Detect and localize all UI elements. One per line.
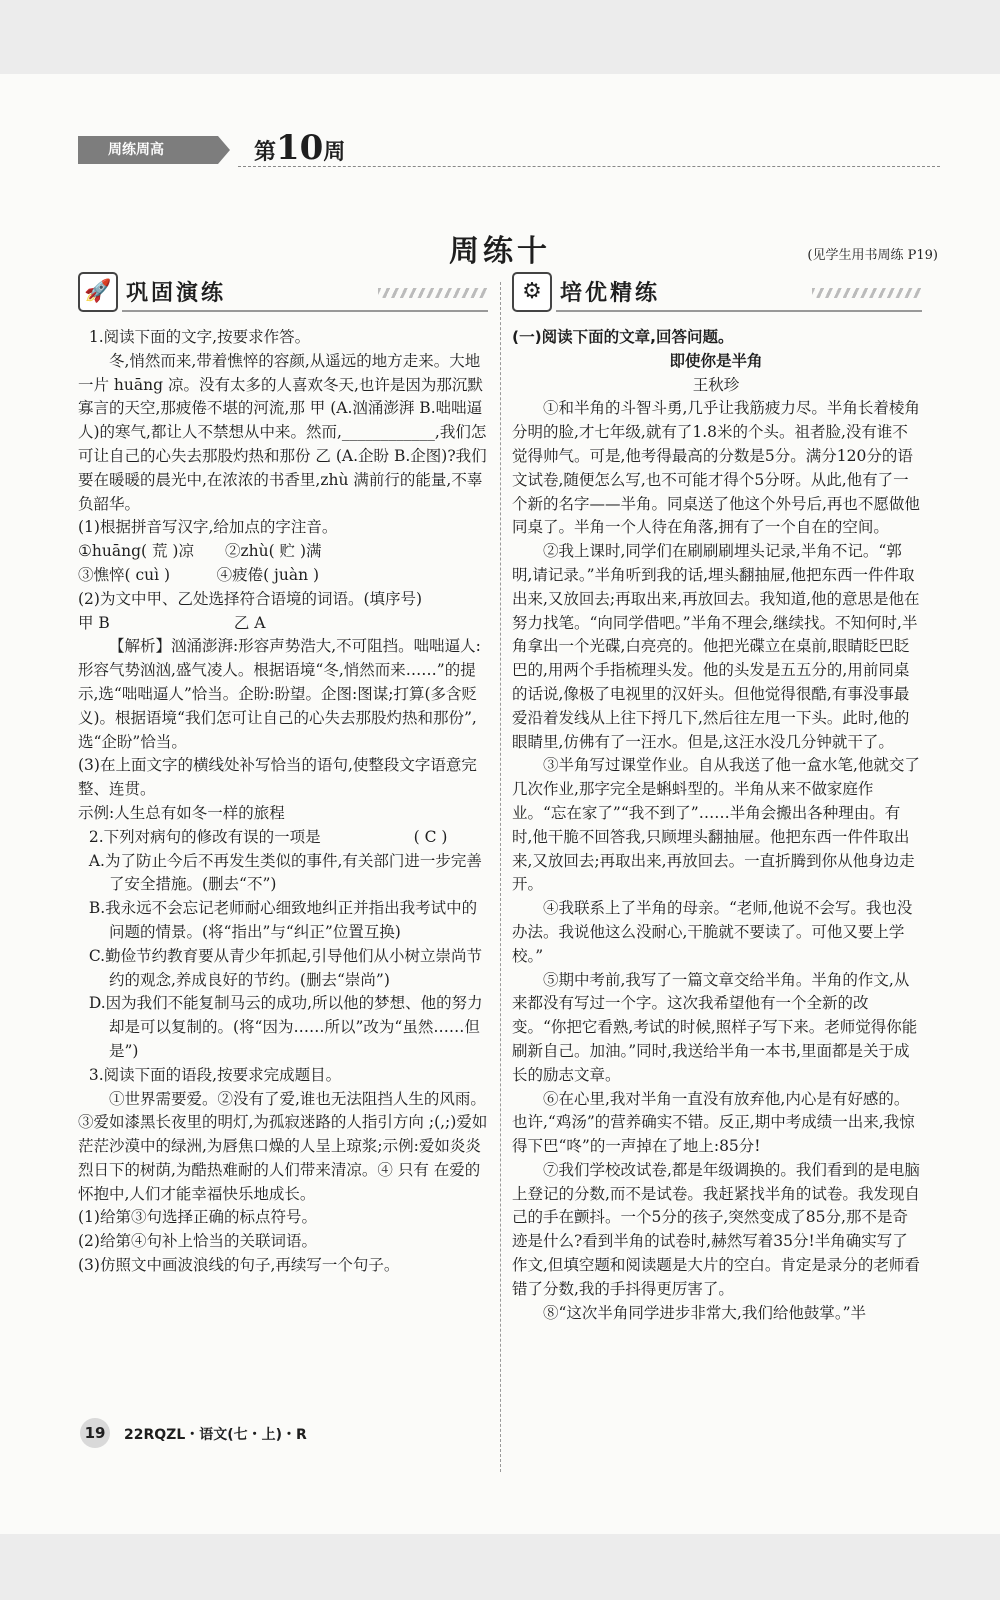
week-suffix: 周 [323,139,346,165]
section-label: 培优精练 [560,281,661,306]
left-line: D.因为我们不能复制马云的成功,所以他的梦想、他的努力却是可以复制的。(将“因为……所以”改为“虽然……但是”) [88,994,483,1060]
right-column [512,326,920,1325]
left-line: ①世界需要爱。②没有了爱,谁也无法阻挡人生的风雨。③爱如漆黑长夜里的明灯,为孤寂迷路的人指引方向 ;(,;)爱如茫茫沙漠中的绿洲,为唇焦口燥的人呈上琼浆;示例:爱如炎炎烈日下的树荫,为酷热难耐的人们带来清凉。④ 只有 在爱的怀抱中,人们才能幸福快乐地成长。 [78,1089,488,1203]
left-line: ③憔悴( cuì ) ④疲倦( juàn ) [78,565,320,584]
article-paragraph: ⑤期中考前,我写了一篇文章交给半角。半角的作文,从来都没有写过一个字。这次我希望他有一个全新的改变。“你把它看熟,考试的时候,照样子写下来。老师觉得你能刷新自己。加油。”同时,我送给半角一本书,里面都是关于成长的励志文章。 [512,970,918,1084]
article-paragraph: ③半角写过课堂作业。自从我送了他一盒水笔,他就交了几次作业,那字完全是蝌蚪型的。半角从来不做家庭作业。“忘在家了”“我不到了”……半角会搬出各种理由。有时,他干脆不回答我,只顾埋头翻抽屉。他把东西一件件取出来,又放回去;再取出来,再放回去。一直折腾到你从他身边走开。 [512,756,920,894]
footer-text: 22RQZL・语文(七・上)・R [124,1427,307,1443]
page-title: 周练十 [449,234,551,269]
article-paragraph: ⑧“这次半角同学进步非常大,我们给他鼓掌。”半 [543,1303,867,1322]
left-line: ①huāng( 荒 )凉 ②zhù( 贮 )满 [78,542,322,561]
section-label: 巩固演练 [126,281,227,306]
left-line: (2)为文中甲、乙处选择符合语境的词语。(填序号) [78,589,423,608]
section-stripe [378,288,488,298]
header-tag: 周练周高 [78,136,218,164]
left-line: 2.下列对病句的修改有误的一项是 ( C ) [88,827,448,846]
article-paragraph: ④我联系上了半角的母亲。“老师,他说不会写。我也没办法。我说他这么没耐心,干脆就不要读了。可他又要上学校。” [512,899,913,965]
left-line: 1.阅读下面的文字,按要求作答。 [88,328,311,346]
reference-note: (见学生用书周练 P19) [807,248,938,263]
left-line: (3)仿照文中画波浪线的句子,再续写一个句子。 [78,1256,400,1275]
reading-heading: (一)阅读下面的文章,回答问题。 [512,328,734,346]
rocket-icon: 🚀 [78,272,118,312]
article-paragraph: ①和半角的斗智斗勇,几乎让我筋疲力尽。半角长着棱角分明的脸,才七年级,就有了1.8米的个头。祖者脸,没有谁不觉得帅气。可是,他考得最高的分数是5分。满分120分的语文试卷,随便怎么写,也不可能才得个5分呀。从此,他有了一个新的名字——半角。同桌送了他这个外号后,再也不愿做他同桌了。半角一个人待在角落,拥有了一个自在的空间。 [512,399,920,537]
left-line: 冬,悄然而来,带着憔悴的容颜,从遥远的地方走来。大地一片 huāng 凉。没有太多的人喜欢冬天,也许是因为那沉默寡言的天空,那疲倦不堪的河流,那 甲 (A.汹涌澎湃 B.咄咄逼人)的寒气,都让人不禁想从中来。然而,____________,我们怎可让自己的心失去那股灼热和那份 乙 (A.企盼 B.企图)?我们要在暖暖的晨光中,在浓浓的书香里,zhù 满前行的能量,不辜负韶华。 [78,351,487,513]
article-body [512,397,920,1325]
article-paragraph: ②我上课时,同学们在刷刷刷埋头记录,半角不记。“郭明,请记录。”半角听到我的话,埋头翻抽屉,他把东西一件件取出来,又放回去;再取出来,再放回去。我知道,他的意思是他在努力找笔。“向同学借吧。”半角不理会,继续找。不知何时,半角拿出一个光碟,白亮亮的。他把光碟立在桌前,眼睛眨巴眨巴的,用两个手指梳理头发。他的头发是五五分的,用前同桌的话说,像极了电视里的汉奸头。但他觉得很酷,有事没事最爱沿着发线从上往下捋几下,然后往左甩一下头。此时,他的眼睛里,仿佛有了一汪水。但是,这汪水没几分钟就干了。 [512,542,920,751]
left-line: (3)在上面文字的横线处补写恰当的语句,使整段文字语意完整、连贯。 [78,756,477,799]
left-line: (2)给第④句补上恰当的关联词语。 [78,1232,317,1251]
week-label [254,128,345,168]
article-paragraph: ⑦我们学校改试卷,都是年级调换的。我们看到的是电脑上登记的分数,而不是试卷。我赶紧找半角的试卷。我发现自己的手在颤抖。一个5分的孩子,突然变成了85分,那不是奇迹是什么?看到半角的试卷时,赫然写着35分!半角确实写了作文,但填空题和阅读题是大片的空白。肯定是录分的老师看错了分数,我的手抖得更厉害了。 [512,1160,920,1298]
header-rule [238,166,940,167]
gear-icon: ⚙ [512,272,552,312]
left-line: (1)根据拼音写汉字,给加点的字注音。 [78,518,338,537]
section-consolidate [78,272,488,318]
article-paragraph: ⑥在心里,我对半角一直没有放弃他,内心是有好感的。也许,“鸡汤”的营养确实不错。反正,期中考成绩一出来,我惊得下巴“咚”的一声掉在了地上:85分! [512,1089,915,1156]
left-line: 甲 B 乙 A [78,613,266,632]
week-prefix: 第 [254,139,277,165]
column-divider [500,282,501,1472]
worksheet-page [0,74,1000,1534]
left-line: B.我永远不会忘记老师耐心细致地纠正并指出我考试中的问题的情景。(将“指出”与“纠正”位置互换) [88,899,478,941]
header-tag-arrow [218,136,230,164]
left-line: A.为了防止今后不再发生类似的事件,有关部门进一步完善了安全措施。(删去“不”) [88,851,482,894]
left-line: 示例:人生总有如冬一样的旅程 [78,803,285,822]
week-number: 10 [276,128,324,168]
section-advanced [512,272,922,318]
left-line: C.勤俭节约教育要从青少年抓起,引导他们从小树立崇尚节约的观念,养成良好的节约。(删去“崇尚”) [88,946,483,989]
page-header [78,128,940,168]
left-line: (1)给第③句选择正确的标点符号。 [78,1208,317,1227]
article-title: 即使你是半角 [669,351,763,370]
section-bar [556,310,922,312]
section-stripe [812,288,922,298]
section-bar [122,310,488,312]
left-column [78,326,488,1278]
article-author: 王秋珍 [692,375,740,394]
left-line: 3.阅读下面的语段,按要求完成题目。 [88,1065,342,1084]
left-line: 【解析】汹涌澎湃:形容声势浩大,不可阻挡。咄咄逼人:形容气势汹汹,盛气凌人。根据语境“冬,悄然而来……”的提示,选“咄咄逼人”恰当。企盼:盼望。企图:图谋;打算(多含贬义)。根据语境“我们怎可让自己的心失去那股灼热和那份”,选“企盼”恰当。 [78,637,481,751]
page-number: 19 [80,1418,110,1448]
